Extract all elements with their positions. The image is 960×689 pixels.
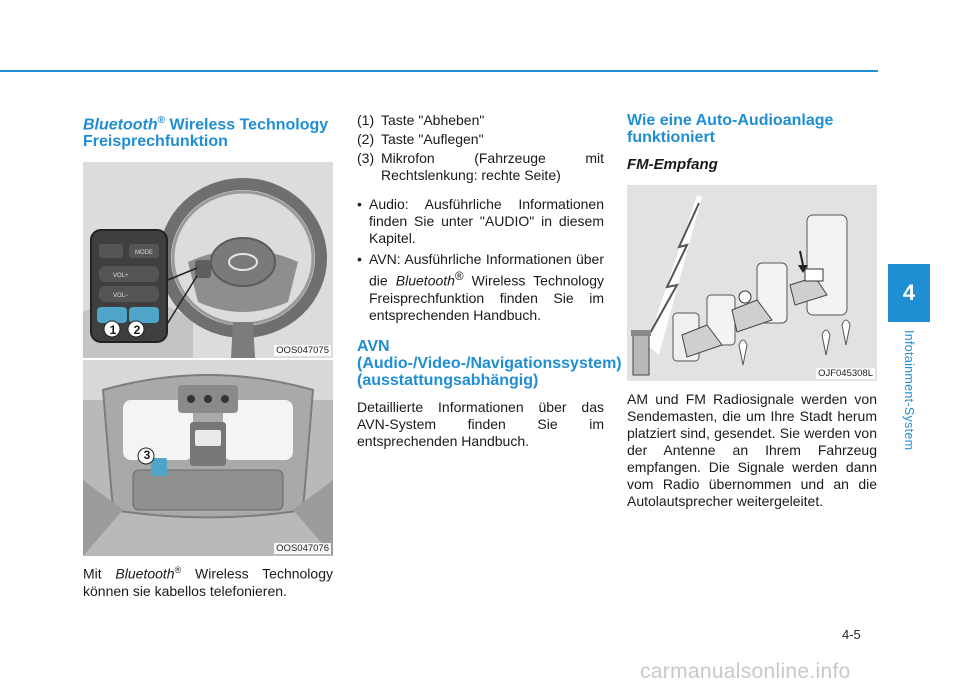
fm-description: AM und FM Radiosignale werden von Sendemasten, die um Ihre Stadt herum platziert sind, gesendet. Sie werden von der Antenne an Ihrem Fahrzeug empfangen. Die Signale werden dann vom Radio übernommen und an die Autolautsprecher weitergeleitet. [627,391,877,509]
column-3 [627,112,877,510]
chapter-tab [888,264,930,322]
bullet-mark: • [357,251,362,267]
bullet-text: Audio: Ausführliche Informationen finden Sie unter "AUDIO" in diesem Kapitel. [369,196,604,246]
legend-num: (1) [357,112,375,128]
steering-wheel-illustration [83,162,333,358]
figure-code-2: OOS047076 [276,543,329,555]
legend-num: (3) [357,150,375,166]
bullet-mark: • [357,196,362,212]
bluetooth-description [83,562,333,600]
svg-text:MODE: MODE [135,250,153,257]
bullet2-reg: ® [454,270,464,283]
svg-text:VOL−: VOL− [113,293,129,300]
body-brand: Bluetooth [115,565,175,582]
bullet2-pre: AVN: Ausführliche Informationen über die [369,251,604,289]
section-heading-avn: AVN (Audio-/Video-/Navigationssystem) (ausstattungsabhängig) [357,337,622,389]
bullet2-brand: Bluetooth [395,272,455,289]
avn-description: Detaillierte Informationen über das AVN-System finden Sie im entsprechenden Handbuch. [357,398,604,449]
legend-item [357,150,604,184]
fm-reception-illustration [627,185,877,381]
body-pre: Mit [83,565,116,582]
legend-item [357,131,604,148]
chapter-label: Infotainment-System [902,330,916,451]
watermark: carmanualsonline.info [640,660,851,683]
column-2 [357,112,622,450]
legend-text: Mikrofon (Fahrzeuge mit Rechtslenkung: rechte Seite) [381,150,604,183]
callout-3: 3 [143,448,151,463]
bullet2-post: Wireless Technology Freisprechfunktion finden Sie im entsprechenden Handbuch. [369,272,604,323]
section-heading-audio: Wie eine Auto-Audioanlage funktioniert [627,112,834,146]
page-number: 4-5 [842,627,861,642]
legend-text: Taste "Auflegen" [381,131,484,147]
overhead-console-figure [83,360,333,556]
overhead-console-illustration [83,360,333,556]
figure-code-1: OOS047075 [276,345,329,357]
chapter-number: 4 [902,280,916,305]
body-reg: ® [174,565,182,576]
body-post: Wireless Technology können sie kabellos telefonieren. [83,565,333,599]
svg-text:VOL+: VOL+ [113,273,129,280]
legend-text: Taste "Abheben" [381,112,485,128]
heading-reg: ® [157,115,166,126]
heading-rest: Wireless Technology Freisprechfunktion [83,116,329,151]
top-rule [0,70,878,72]
heading-brand: Bluetooth [83,116,158,134]
legend-item [357,112,604,129]
figure-code-3: OJF045308L [818,368,873,379]
steering-wheel-figure [83,162,333,358]
button-legend [357,112,604,184]
bullet-audio [357,196,604,247]
subheading-fm: FM-Empfang [627,156,718,173]
info-bullets [357,196,604,324]
bullet-avn [357,251,604,324]
callout-2: 2 [133,323,141,338]
column-1 [83,112,333,600]
legend-num: (2) [357,131,375,147]
bullet-text [369,251,604,324]
callout-1: 1 [109,323,117,338]
section-heading-bluetooth [83,112,333,150]
fm-reception-figure [627,185,877,381]
